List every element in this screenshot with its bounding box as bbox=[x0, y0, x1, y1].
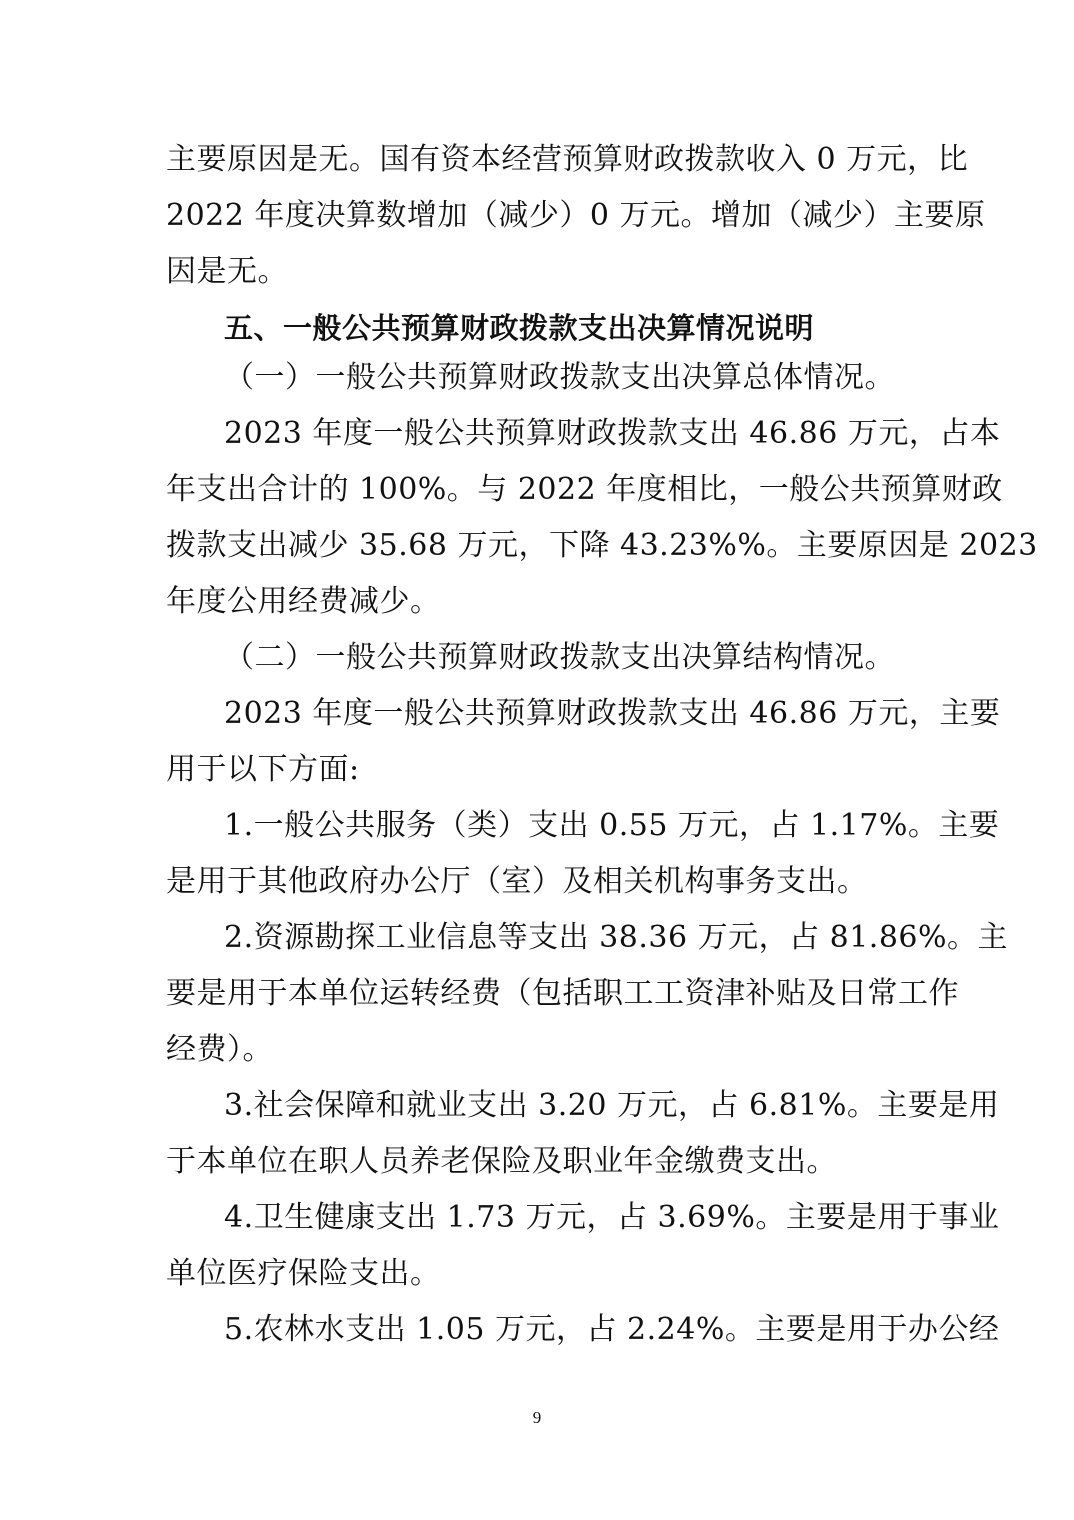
body-line: 主要原因是无。国有资本经营预算财政拨款收入 0 万元，比 bbox=[166, 142, 969, 177]
list-item-line: 1.一般公共服务（类）支出 0.55 万元，占 1.17%。主要 bbox=[224, 808, 1000, 843]
list-item-line: 于本单位在职人员养老保险及职业年金缴费支出。 bbox=[166, 1144, 837, 1179]
body-line: 用于以下方面: bbox=[166, 752, 360, 787]
list-item-line: 5.农林水支出 1.05 万元，占 2.24%。主要是用于办公经 bbox=[224, 1312, 1000, 1347]
list-item-line: 是用于其他政府办公厅（室）及相关机构事务支出。 bbox=[166, 864, 868, 899]
body-line: 年支出合计的 100%。与 2022 年度相比，一般公共预算财政 bbox=[166, 472, 1003, 507]
subsection-heading: （二）一般公共预算财政拨款支出决算结构情况。 bbox=[224, 640, 895, 675]
body-line: 年度公用经费减少。 bbox=[166, 584, 441, 619]
body-line: 2023 年度一般公共预算财政拨款支出 46.86 万元，占本 bbox=[224, 416, 1001, 451]
body-line: 因是无。 bbox=[166, 254, 288, 289]
list-item-line: 单位医疗保险支出。 bbox=[166, 1256, 441, 1291]
list-item-line: 4.卫生健康支出 1.73 万元，占 3.69%。主要是用于事业 bbox=[224, 1200, 1000, 1235]
section-heading: 五、一般公共预算财政拨款支出决算情况说明 bbox=[224, 311, 815, 345]
list-item-line: 2.资源勘探工业信息等支出 38.36 万元，占 81.86%。主 bbox=[224, 920, 1009, 955]
list-item-line: 经费）。 bbox=[166, 1032, 273, 1067]
body-line: 2022 年度决算数增加（减少）0 万元。增加（减少）主要原 bbox=[166, 198, 986, 233]
body-line: 2023 年度一般公共预算财政拨款支出 46.86 万元，主要 bbox=[224, 696, 1001, 731]
subsection-heading: （一）一般公共预算财政拨款支出决算总体情况。 bbox=[224, 360, 895, 395]
body-line: 拨款支出减少 35.68 万元，下降 43.23%%。主要原因是 2023 bbox=[166, 528, 1038, 563]
list-item-line: 3.社会保障和就业支出 3.20 万元，占 6.81%。主要是用 bbox=[224, 1088, 1000, 1123]
page-number: 9 bbox=[532, 1408, 542, 1427]
list-item-line: 要是用于本单位运转经费（包括职工工资津补贴及日常工作 bbox=[166, 976, 959, 1011]
